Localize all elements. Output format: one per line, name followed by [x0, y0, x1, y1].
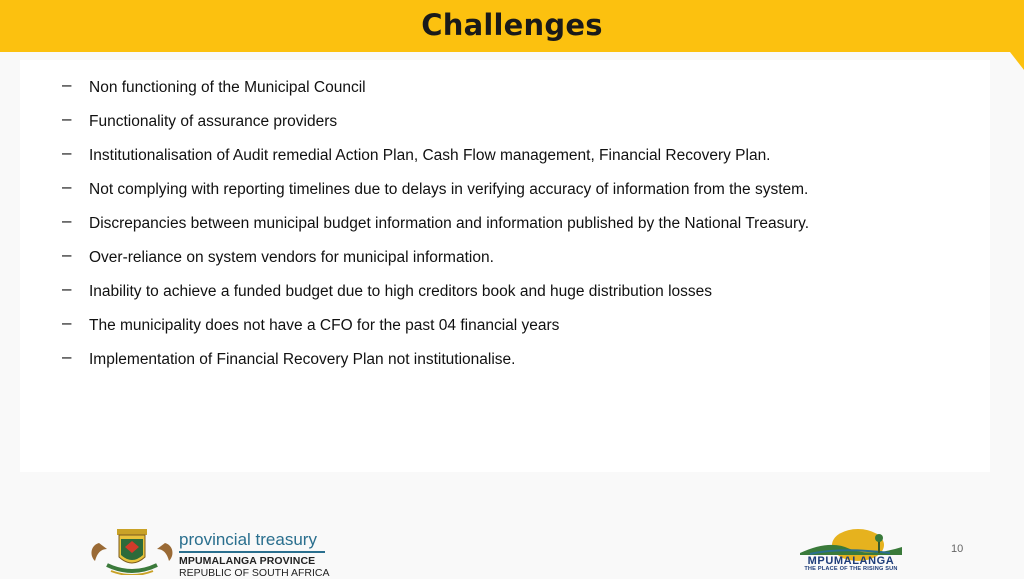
bullet-item [62, 213, 962, 247]
bullet-item [62, 349, 962, 383]
bullet-text: Implementation of Financial Recovery Plan not institutionalise. [89, 351, 516, 368]
title-bar-corner [1010, 52, 1024, 70]
dash-bullet-icon: – [62, 177, 72, 196]
bullet-item [62, 315, 962, 349]
page-number: 10 [951, 543, 964, 555]
treasury-name: provincial treasury [179, 530, 317, 549]
coat-of-arms-icon [87, 525, 177, 575]
bullet-text: Not complying with reporting timelines due to delays in verifying accuracy of information from the system. [89, 181, 809, 198]
bullet-item [62, 281, 962, 315]
bullet-text: The municipality does not have a CFO for the past 04 financial years [89, 317, 560, 334]
bullet-item [62, 111, 962, 145]
dash-bullet-icon: – [62, 143, 72, 162]
bullet-text: Non functioning of the Municipal Council [89, 79, 366, 96]
province-name: MPUMALANGA PROVINCE [179, 555, 316, 567]
treasury-logo-text [179, 531, 330, 579]
dash-bullet-icon: – [62, 279, 72, 298]
dash-bullet-icon: – [62, 109, 72, 128]
bullet-item [62, 247, 962, 281]
mpumalanga-brand: MPUMALANGA [807, 555, 895, 567]
bullet-text: Inability to achieve a funded budget due to high creditors book and huge distribution losses [89, 283, 713, 300]
bullet-list [62, 77, 962, 383]
mpumalanga-tagline: THE PLACE OF THE RISING SUN [804, 566, 898, 572]
bullet-text: Discrepancies between municipal budget information and information published by the National Treasury. [89, 215, 810, 232]
bullet-item [62, 145, 962, 179]
dash-bullet-icon: – [62, 347, 72, 366]
bullet-text: Functionality of assurance providers [89, 113, 338, 130]
treasury-divider [179, 551, 325, 553]
bullet-text: Over-reliance on system vendors for municipal information. [89, 249, 494, 266]
dash-bullet-icon: – [62, 75, 72, 94]
bullet-item [62, 77, 962, 111]
republic-name: REPUBLIC OF SOUTH AFRICA [179, 567, 330, 579]
dash-bullet-icon: – [62, 313, 72, 332]
dash-bullet-icon: – [62, 211, 72, 230]
bullet-item [62, 179, 962, 213]
slide-title: Challenges [421, 8, 603, 42]
dash-bullet-icon: – [62, 245, 72, 264]
bullet-text: Institutionalisation of Audit remedial Action Plan, Cash Flow management, Financial Recovery Plan. [89, 147, 771, 164]
